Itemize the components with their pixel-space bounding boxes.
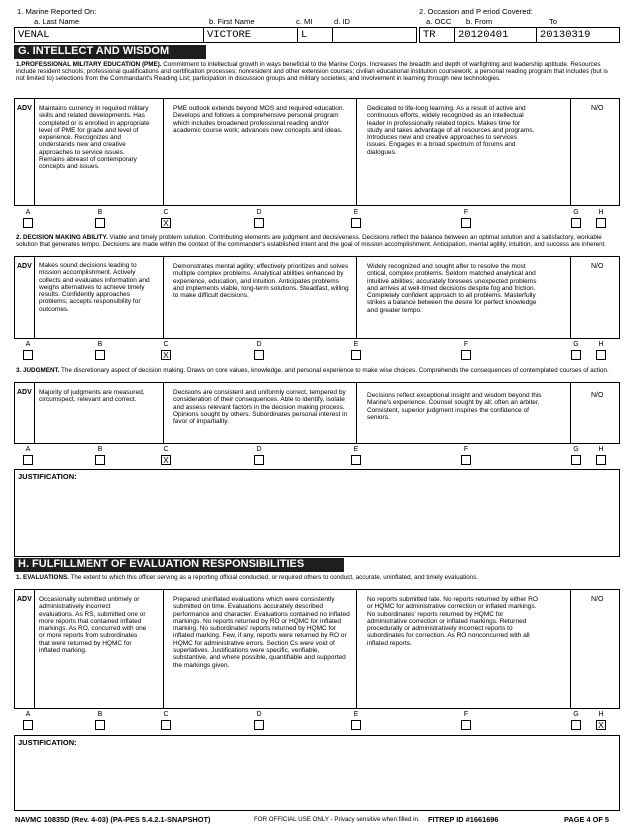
first-name-field[interactable]: VICTORE [203, 27, 298, 43]
not-observed-label: N/O [591, 392, 604, 399]
rating-label-e: E [353, 446, 359, 453]
justification-label: JUSTIFICATION: [18, 472, 77, 481]
rating-label-g: G [573, 341, 579, 348]
rating-box-f[interactable] [461, 455, 471, 465]
mi-label: c. MI [296, 17, 313, 26]
evaluations-mid-text: Prepared uninflated evaluations which were consistently submitted on time. Evaluations accurately described performance and character. Evaluations contained no inflated markings. No reports returned by RO or HQMC for inflated marking. No subordinates' reports returned by HQMC for inflated marking. Few, if any, reports were returned by RO or HQMC for administrative errors. Section Cs were void of superlatives. Justifications were specific, verifiable, substantive, and where possible, quantifiable and supported the markings given. [173, 596, 350, 669]
rating-label-f: F [463, 209, 469, 216]
section-g-title: G. INTELLECT AND WISDOM [14, 45, 206, 59]
rating-box-f[interactable] [461, 720, 471, 730]
judgment-description: 3. JUDGMENT. The discretionary aspect of decision making. Draws on core values, knowledge, and personal experience to make wise choices. Comprehends the consequences of contemplated courses of action. [16, 367, 609, 374]
judgment-rating-grid [14, 382, 620, 444]
id-label: d. ID [334, 17, 351, 26]
rating-box-d[interactable] [254, 455, 264, 465]
rating-label-b: B [97, 711, 103, 718]
rating-box-b[interactable] [95, 720, 105, 730]
decision-high-text: Widely recognized and sought after to resolve the most critical, complex problems. Seldom matched analytical and intuitive abilities; accurately foresees unexpected problems and arrives at well-timed decisions despite fog and friction. Completely confident approach to all problems. Masterfully strikes a balance between the desire for perfect knowledge and greater tempo. [367, 263, 537, 314]
evaluations-rating-grid [14, 589, 620, 709]
rating-label-b: B [97, 341, 103, 348]
judgment-mid-text: Decisions are consistent and uniformly correct, tempered by consideration of their consequences. Able to identify, isolate and assess relevant factors in the decision making process. Opinions sought by others. Subordinates personal interest in favor of impartiality. [173, 389, 348, 426]
adv-label: ADV [17, 263, 32, 270]
rating-box-a[interactable] [23, 455, 33, 465]
rating-box-b[interactable] [95, 350, 105, 360]
rating-box-c[interactable]: X [161, 350, 171, 360]
section-h-title: H. FULFILLMENT OF EVALUATION RESPONSIBILITIES [14, 558, 344, 572]
period-to-field[interactable]: 20130319 [536, 27, 620, 43]
rating-box-a[interactable] [23, 350, 33, 360]
rating-box-f[interactable] [461, 350, 471, 360]
rating-box-a[interactable] [23, 720, 33, 730]
judgment-high-text: Decisions reflect exceptional insight and wisdom beyond this Marine's experience. Counsel sought by all; often an arbiter. Consistent, superior judgment inspires the confidence of seniors. [367, 392, 542, 421]
occasion-period-label: 2. Occasion and P eriod Covered: [419, 7, 533, 16]
to-label: To [549, 17, 558, 26]
rating-label-d: D [256, 209, 262, 216]
rating-box-b[interactable] [95, 455, 105, 465]
rating-label-c: C [163, 446, 169, 453]
last-name-label: a. Last Name [34, 17, 80, 26]
rating-box-h[interactable] [596, 350, 606, 360]
rating-label-a: A [25, 446, 31, 453]
not-observed-label: N/O [591, 263, 604, 270]
section-g-justification[interactable] [14, 469, 620, 557]
rating-box-h[interactable]: X [596, 720, 606, 730]
rating-label-h: H [598, 341, 604, 348]
pme-description: 1.PROFESSIONAL MILITARY EDUCATION (PME). Commitment to intellectual growth in ways beneficial to the Marine Corps. Increases the breadth and depth of warfighting and leadership aptitude. Resources include resident schools; professional qualifications and certification processes; nonresident and other extension courses; civilian educational institution coursework; a personal reading program that includes (but is not limited to) selections from the Commandant's Reading List; participation in discussion groups and military societies; and involvement in learning through new technologies. [16, 61, 608, 82]
pme-adv-text: Maintains currency in required military skills and related developments. Has completed or is enrolled in appropriate level of PME for grade and level of experience. Recognizes and understands new and creative approaches to service issues. Remains abreast of contemporary concepts and issues. [39, 105, 150, 171]
rating-box-e[interactable] [351, 218, 361, 228]
rating-label-c: C [163, 209, 169, 216]
rating-label-a: A [25, 209, 31, 216]
adv-label: ADV [17, 105, 32, 112]
rating-box-h[interactable] [596, 218, 606, 228]
rating-label-f: F [463, 341, 469, 348]
rating-label-b: B [97, 446, 103, 453]
pme-rating-grid [14, 98, 620, 206]
decision-adv-text: Makes sound decisions leading to mission accomplishment. Actively collects and evaluates information and weighs alternatives to achieve timely results. Confidently approaches problems; accepts responsibility for outcomes. [39, 262, 150, 313]
rating-label-d: D [256, 446, 262, 453]
rating-box-g[interactable] [571, 455, 581, 465]
form-id: NAVMC 10835D (Rev. 4-03) (PA-PES 5.4.2.1-SNAPSHOT) [15, 815, 211, 824]
rating-box-d[interactable] [254, 720, 264, 730]
not-observed-label: N/O [591, 105, 604, 112]
rating-box-d[interactable] [254, 218, 264, 228]
rating-label-g: G [573, 446, 579, 453]
rating-label-g: G [573, 209, 579, 216]
pme-high-text: Dedicated to life-long learning. As a result of active and continuous efforts, widely recognized as an intellectual leader in professionally related topics. Makes time for study and takes advantage of all resources and programs. Introduces new and creative approaches to services issues. Engages in a broad spectrum of forums and dialogues. [367, 105, 535, 156]
decision-making-rating-grid [14, 256, 620, 339]
rating-label-f: F [463, 711, 469, 718]
rating-box-h[interactable] [596, 455, 606, 465]
decision-making-rating-row [14, 340, 620, 364]
marine-reported-on-label: 1. Marine Reported On: [17, 7, 97, 16]
rating-label-c: C [163, 711, 169, 718]
rating-label-e: E [353, 341, 359, 348]
section-h-justification[interactable] [14, 735, 620, 811]
evaluations-high-text: No reports submitted late. No reports returned by either RO or HQMC for administrative correction or inflated markings. No subordinates' reports returned by HQMC for administrative correction or inflated markings. Returned procedurally or administratively incorrect reports to subordinates for correction. As RO nonconcurred with all inflated reports. [367, 596, 538, 647]
judgment-rating-row [14, 445, 620, 469]
rating-box-b[interactable] [95, 218, 105, 228]
period-from-field[interactable]: 20120401 [454, 27, 537, 43]
rating-box-c[interactable]: X [161, 218, 171, 228]
adv-label: ADV [17, 596, 32, 603]
judgment-adv-text: Majority of judgments are measured, circumspect, relevant and correct. [39, 389, 145, 404]
rating-box-f[interactable] [461, 218, 471, 228]
rating-label-b: B [97, 209, 103, 216]
decision-making-description: 2. DECISION MAKING ABILITY. Viable and timely problem solution. Contributing elements are judgment and decisiveness. Decisions reflect the balance between an optimal solution and a satisfactory, workable solution that generates tempo. Decisions are made within the context of the commander's established intent and the goal of mission accomplishment. Anticipation, mental agility, intuition, and success are inherent. [16, 234, 607, 248]
last-name-field[interactable]: VENAL [14, 27, 204, 43]
rating-label-h: H [598, 446, 604, 453]
rating-box-g[interactable] [571, 218, 581, 228]
rating-label-d: D [256, 341, 262, 348]
occ-label: a. OCC [426, 17, 452, 26]
from-label: b. From [466, 17, 493, 26]
privacy-notice: FOR OFFICIAL USE ONLY - Privacy sensitive when filled in. [254, 816, 420, 823]
rating-box-e[interactable] [351, 720, 361, 730]
evaluations-description: 1. EVALUATIONS. The extent to which this officer serving as a reporting official conducted, or required others to conduct, accurate, uninflated, and timely evaluations. [16, 574, 479, 581]
rating-label-h: H [598, 711, 604, 718]
rating-label-e: E [353, 711, 359, 718]
evaluations-adv-text: Occasionally submitted untimely or administratively incorrect evaluations. As RS, submitted one or more reports that contained inflated markings. As RO, concurred with one or more reports from subordinates that were returned by HQMC for inflated marking. [39, 596, 147, 655]
decision-mid-text: Demonstrates mental agility; effectively prioritizes and solves multiple complex problems. Analytical abilities enhanced by experience, education, and intuition. Anticipates problems and implements viable, long-term solutions. Steadfast, willing to make difficult decisions. [173, 263, 349, 300]
rating-label-a: A [25, 341, 31, 348]
rating-box-g[interactable] [571, 720, 581, 730]
rating-label-a: A [25, 711, 31, 718]
pme-mid-text: PME outlook extends beyond MOS and required education. Develops and follows a comprehensive personal program which includes broadened professional reading and/or academic course work; advances new concepts and ideas. [173, 105, 345, 134]
rating-box-c[interactable] [161, 720, 171, 730]
rating-box-g[interactable] [571, 350, 581, 360]
justification-label: JUSTIFICATION: [18, 738, 77, 747]
fitrep-id: FITREP ID #1661696 [428, 815, 499, 824]
pme-rating-row [14, 208, 620, 232]
rating-box-a[interactable] [23, 218, 33, 228]
evaluations-rating-row [14, 710, 620, 734]
rating-label-h: H [598, 209, 604, 216]
rating-box-c[interactable]: X [161, 455, 171, 465]
adv-label: ADV [17, 389, 32, 396]
rating-label-d: D [256, 711, 262, 718]
fitness-report-form [14, 7, 620, 825]
first-name-label: b. First Name [209, 17, 255, 26]
occasion-field[interactable]: TR [419, 27, 455, 43]
rating-label-f: F [463, 446, 469, 453]
not-observed-label: N/O [591, 596, 604, 603]
rating-box-e[interactable] [351, 350, 361, 360]
rating-box-e[interactable] [351, 455, 361, 465]
id-field[interactable] [332, 27, 417, 43]
middle-initial-field[interactable]: L [297, 27, 333, 43]
rating-label-g: G [573, 711, 579, 718]
rating-label-e: E [353, 209, 359, 216]
rating-label-c: C [163, 341, 169, 348]
rating-box-d[interactable] [254, 350, 264, 360]
page-number: PAGE 4 OF 5 [564, 815, 610, 824]
